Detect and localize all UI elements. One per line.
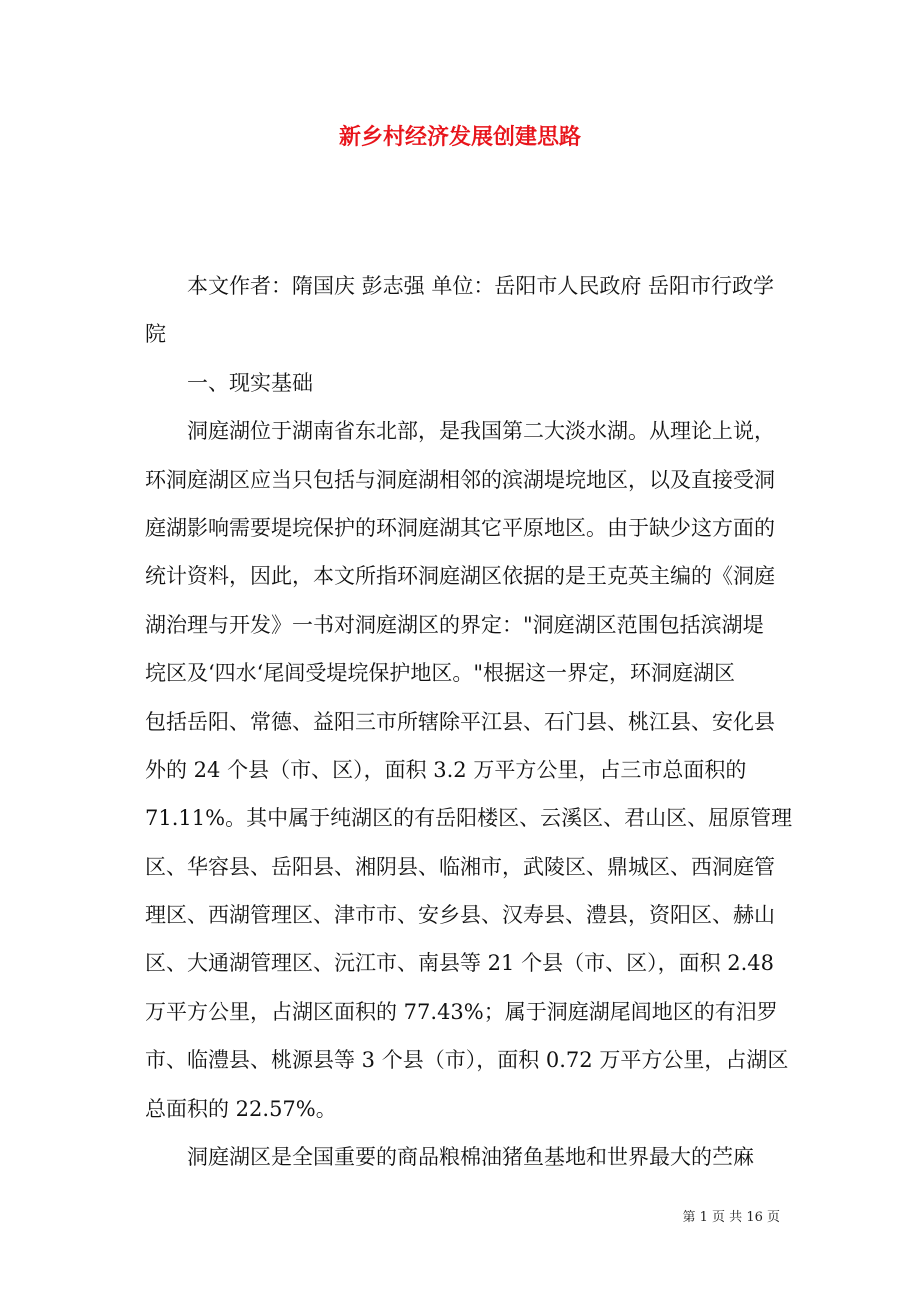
text-line: 71.11%。其中属于纯湖区的有岳阳楼区、云溪区、君山区、屈原管理 [145, 806, 793, 831]
text-line: 本文作者：隋国庆 彭志强 单位：岳阳市人民政府 岳阳市行政学 [187, 274, 775, 298]
text-line: 洞庭湖区是全国重要的商品粮棉油猪鱼基地和世界最大的苎麻 [187, 1145, 754, 1170]
text-line: 垸区及‘四水‘尾闾受堤垸保护地区。"根据这一界定，环洞庭湖区 [145, 661, 736, 686]
document-body [145, 262, 805, 1181]
text-line: 万平方公里，占湖区面积的 77.43%；属于洞庭湖尾闾地区的有汨罗 [145, 999, 778, 1024]
text-line: 外的 24 个县（市、区），面积 3.2 万平方公里，占三市总面积的 [145, 757, 747, 782]
text-line: 总面积的 22.57%。 [145, 1096, 337, 1121]
text-line: 区、大通湖管理区、沅江市、南县等 21 个县（市、区），面积 2.48 [145, 951, 775, 976]
text-line: 市、临澧县、桃源县等 3 个县（市），面积 0.72 万平方公里，占湖区 [145, 1048, 789, 1073]
document-title: 新乡村经济发展创建思路 [338, 124, 581, 150]
author-paragraph [145, 262, 805, 359]
text-line: 环洞庭湖区应当只包括与洞庭湖相邻的滨湖堤垸地区，以及直接受洞 [145, 467, 775, 492]
text-line: 湖治理与开发》一书对洞庭湖区的界定："洞庭湖区范围包括滨湖堤 [145, 612, 764, 637]
text-line: 洞庭湖位于湖南省东北部，是我国第二大淡水湖。从理论上说， [187, 419, 775, 444]
text-line: 理区、西湖管理区、津市市、安乡县、汉寿县、澧县，资阳区、赫山 [145, 903, 775, 928]
text-line: 包括岳阳、常德、益阳三市所辖除平江县、石门县、桃江县、安化县 [145, 709, 775, 734]
text-line: 庭湖影响需要堤垸保护的环洞庭湖其它平原地区。由于缺少这方面的 [145, 515, 775, 540]
page-number-footer: 第 1 页 共 16 页 [682, 1210, 780, 1225]
paragraph [145, 1133, 805, 1181]
paragraph [145, 407, 805, 1133]
text-line: 一、现实基础 [187, 370, 313, 395]
text-line: 区、华容县、岳阳县、湘阴县、临湘市，武陵区、鼎城区、西洞庭管 [145, 854, 775, 879]
section-heading [145, 359, 805, 407]
text-line: 统计资料，因此，本文所指环洞庭湖区依据的是王克英主编的《洞庭 [145, 564, 775, 589]
text-line: 院 [145, 322, 166, 347]
